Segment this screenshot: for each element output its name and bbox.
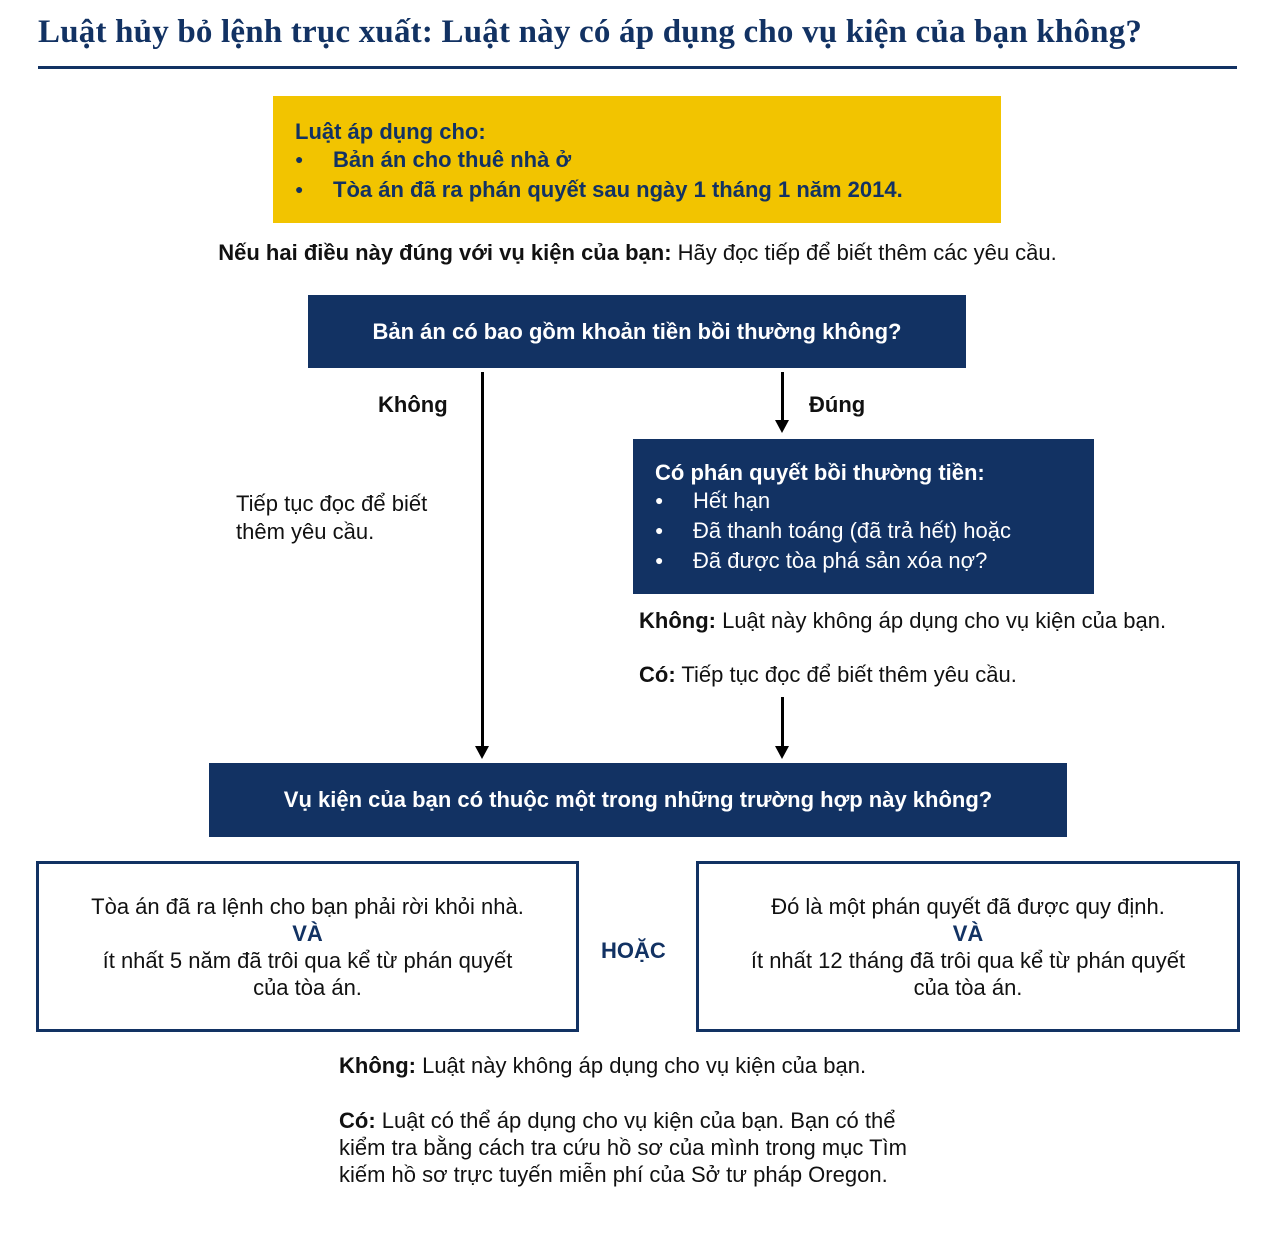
bullet-icon: ●: [295, 181, 304, 197]
criteria-heading: Luật áp dụng cho:: [295, 119, 486, 144]
down-arrow-icon: [775, 420, 789, 433]
bullet-icon: ●: [655, 552, 664, 568]
criteria-item-text: Tòa án đã ra phán quyết sau ngày 1 tháng 1 năm 2014.: [333, 177, 903, 202]
page-title: Luật hủy bỏ lệnh trục xuất: Luật này có áp dụng cho vụ kiện của bạn không?: [38, 14, 1143, 50]
question-2-item-text: Đã thanh toáng (đã trả hết) hoặc: [693, 518, 1011, 543]
final-no-label: Không:: [339, 1053, 416, 1078]
final-yes-label: Có:: [339, 1108, 376, 1133]
final-no-text: Luật này không áp dụng cho vụ kiện của bạn.: [415, 1053, 867, 1078]
intro-bold: Nếu hai điều này đúng với vụ kiện của bạn:: [218, 240, 672, 265]
yes-continue-arrow-line: [781, 697, 784, 748]
intro-rest: Hãy đọc tiếp để biết thêm các yêu cầu.: [671, 240, 1057, 265]
answer-2-yes: [639, 662, 1017, 688]
criteria-item-text: Bản án cho thuê nhà ở: [333, 147, 572, 172]
case-right-box: [696, 861, 1240, 1032]
yes-branch-arrow-line: [781, 372, 784, 422]
case-left-box: [36, 861, 579, 1032]
question-2-box: [633, 439, 1094, 594]
answer-2-no-text: Luật này không áp dụng cho vụ kiện của bạn.: [715, 608, 1167, 633]
or-label: HOẶC: [601, 938, 666, 963]
case-left-and: VÀ: [292, 920, 323, 946]
case-right-line: ít nhất 12 tháng đã trôi qua kể từ phán quyết: [750, 947, 1186, 973]
question-1-box: [308, 295, 966, 368]
final-answer-yes: [339, 1107, 939, 1188]
case-right-line: của tòa án.: [913, 974, 1023, 1000]
case-left-line: Tòa án đã ra lệnh cho bạn phải rời khỏi nhà.: [91, 893, 524, 919]
question-2-item: [655, 487, 1094, 517]
title-divider: [38, 66, 1237, 69]
question-1-text: Bản án có bao gồm khoản tiền bồi thường không?: [372, 318, 902, 344]
no-branch-arrow-line: [481, 372, 484, 748]
bullet-icon: ●: [655, 522, 664, 538]
final-answer-no: [339, 1053, 866, 1079]
down-arrow-icon: [475, 746, 489, 759]
question-2-item: [655, 517, 1094, 547]
no-branch-label: Không: [378, 392, 448, 417]
question-3-text: Vụ kiện của bạn có thuộc một trong những trường hợp này không?: [283, 787, 993, 812]
yes-branch-label: Đúng: [809, 392, 866, 417]
case-right-line: Đó là một phán quyết đã được quy định.: [771, 893, 1165, 919]
bullet-icon: ●: [655, 492, 664, 508]
bullet-icon: ●: [295, 151, 304, 167]
no-branch-note-line: thêm yêu cầu.: [236, 519, 375, 544]
answer-2-no: [639, 608, 1166, 634]
down-arrow-icon: [775, 746, 789, 759]
criteria-item: [295, 176, 1001, 206]
criteria-box: [273, 96, 1001, 223]
case-left-line: ít nhất 5 năm đã trôi qua kể từ phán quyết: [102, 947, 513, 973]
question-2-heading: Có phán quyết bồi thường tiền:: [655, 460, 985, 485]
question-2-item: [655, 547, 1094, 577]
answer-2-yes-text: Tiếp tục đọc để biết thêm yêu cầu.: [675, 662, 1017, 687]
no-branch-note: [236, 490, 427, 546]
case-left-line: của tòa án.: [253, 974, 362, 1000]
answer-2-no-label: Không:: [639, 608, 716, 633]
question-3-box: [209, 763, 1067, 837]
case-right-and: VÀ: [952, 920, 984, 946]
no-branch-note-line: Tiếp tục đọc để biết: [236, 491, 428, 516]
criteria-item: [295, 146, 1001, 176]
answer-2-yes-label: Có:: [639, 662, 676, 687]
question-2-item-text: Hết hạn: [693, 488, 771, 513]
question-2-item-text: Đã được tòa phá sản xóa nợ?: [693, 548, 988, 573]
intro-text: [0, 240, 1275, 266]
final-yes-text: Luật có thể áp dụng cho vụ kiện của bạn. Bạn có thể kiểm tra bằng cách tra cứu hồ sơ của mình trong mục Tìm kiếm hồ sơ trực tuyến miễn phí của Sở tư pháp Oregon.: [339, 1108, 907, 1187]
